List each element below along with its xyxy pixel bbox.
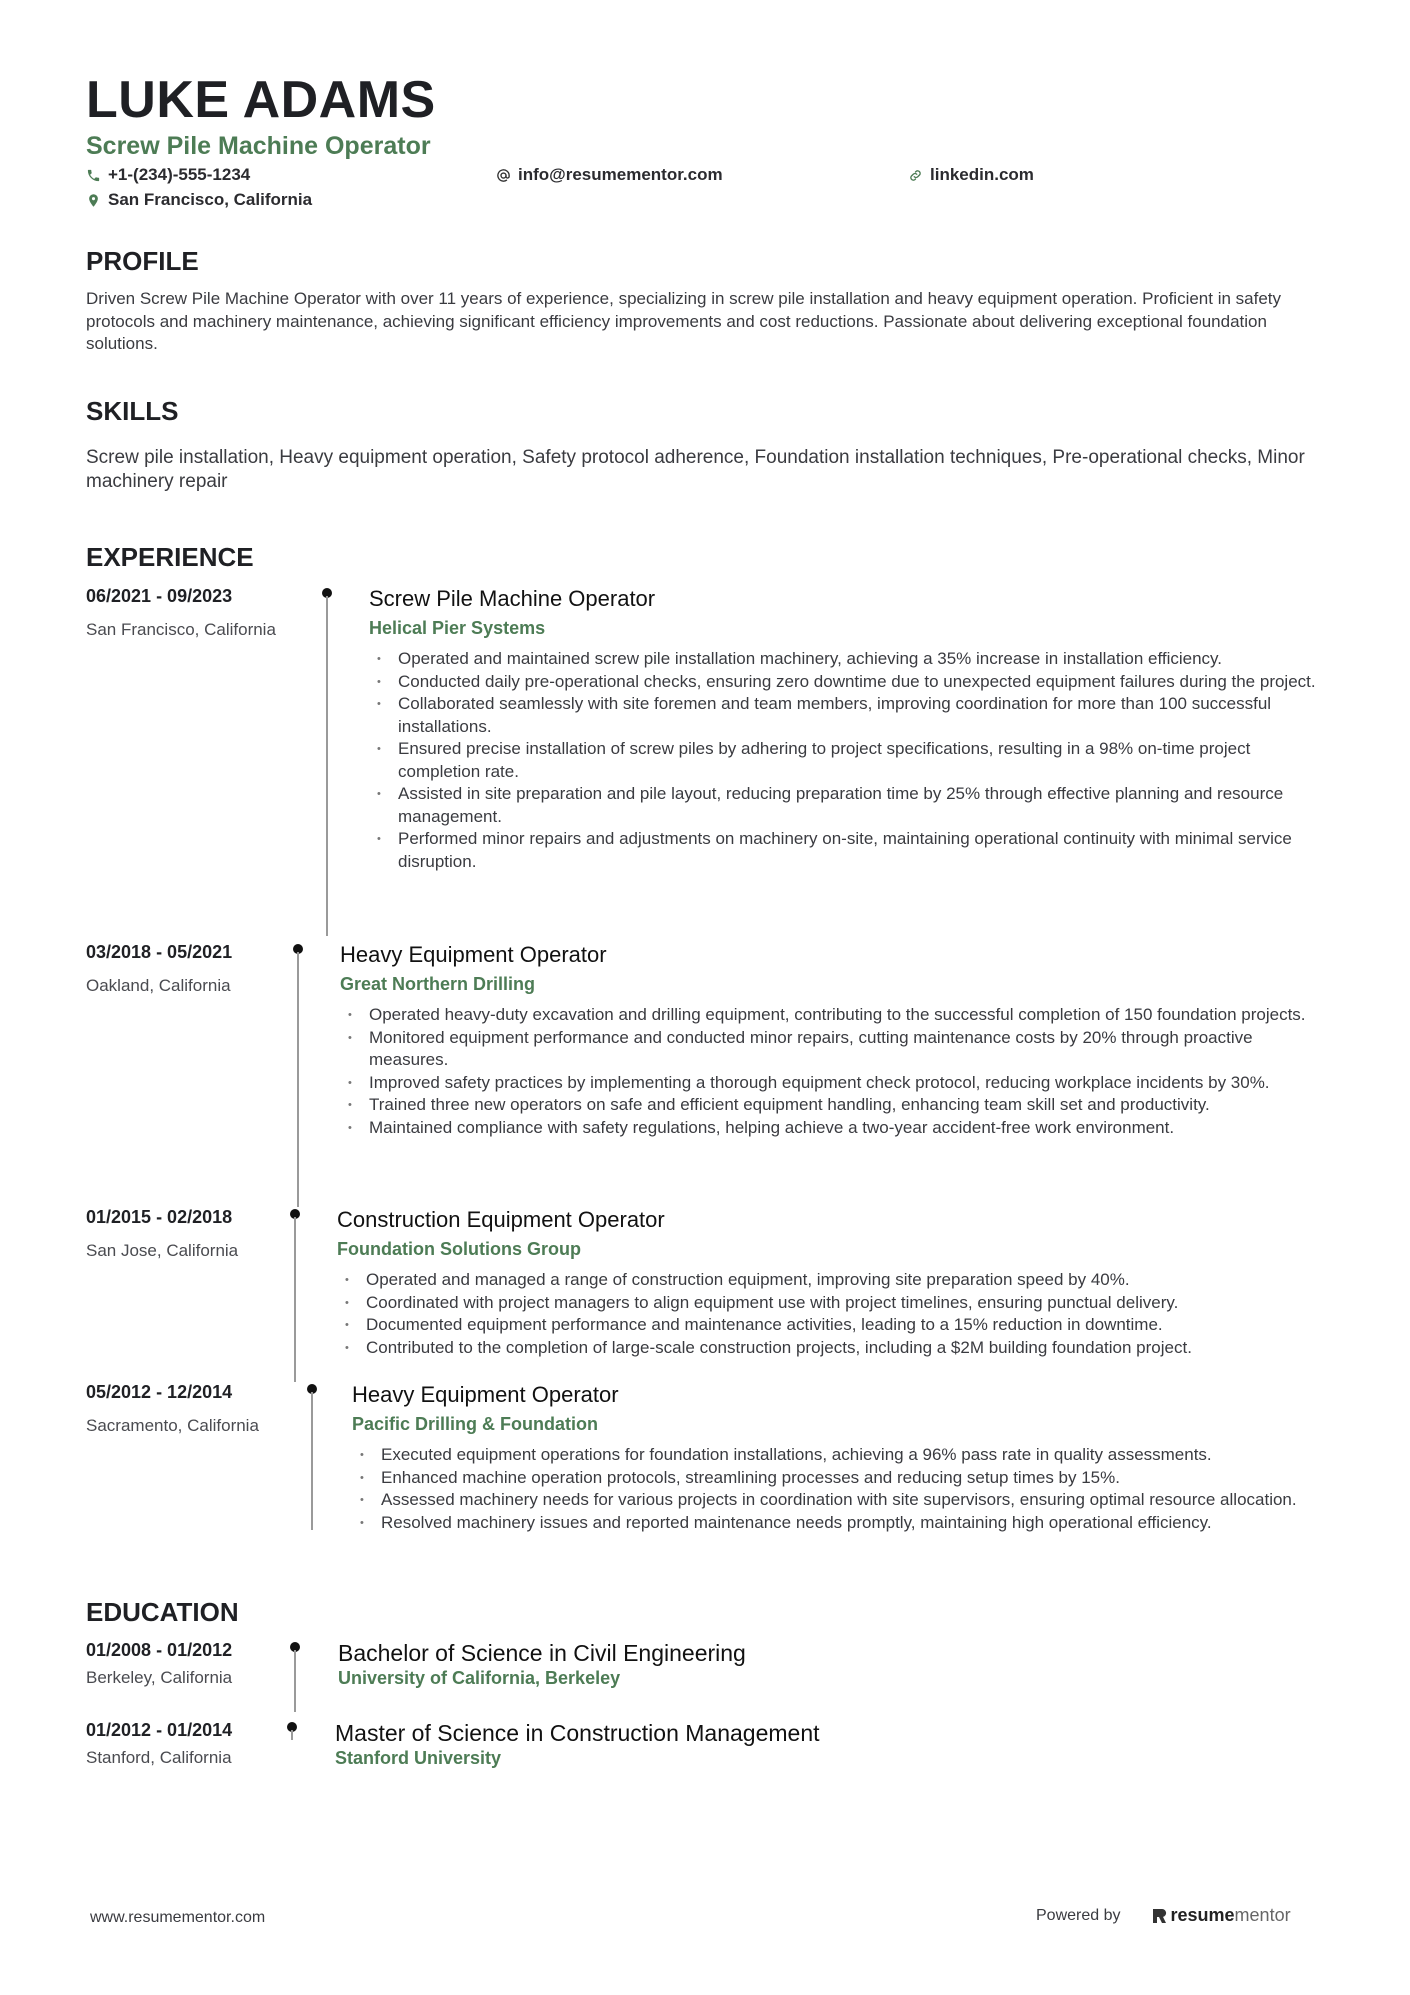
timeline-line [291,1730,293,1740]
skills-heading: SKILLS [86,396,179,426]
timeline-line [294,1217,296,1382]
job-dates: 03/2018 - 05/2021 [86,942,233,962]
contact-email[interactable] [496,165,723,185]
job-bullet: • Enhanced machine operation protocols, streamlining processes and reducing setup times by 15%. [352,1467,1336,1490]
job-bullet: • Assessed machinery needs for various projects in coordination with site supervisors, ensuring optimal resource allocation. [352,1489,1336,1512]
job-role: Construction Equipment Operator [337,1207,665,1232]
job-company: Helical Pier Systems [369,618,546,638]
education-degree: Bachelor of Science in Civil Engineering [338,1640,746,1666]
job-role: Screw Pile Machine Operator [369,586,656,611]
brand-logo[interactable] [1151,1905,1291,1926]
powered-by-label: Powered by [1036,1906,1121,1924]
job-bullet: • Monitored equipment performance and conducted minor repairs, cutting maintenance costs by 20% through proactive measures. [340,1027,1336,1072]
education-location: Berkeley, California [86,1668,233,1687]
job-bullet: • Contributed to the completion of large-scale construction projects, including a $2M building foundation project. [337,1337,1336,1360]
phone-icon [86,168,101,183]
education-dates: 01/2012 - 01/2014 [86,1720,233,1740]
timeline-line [297,952,299,1207]
profile-heading: PROFILE [86,246,199,276]
education-degree: Master of Science in Construction Management [335,1720,820,1746]
job-bullets [337,1269,1336,1359]
education-heading: EDUCATION [86,1597,239,1627]
job-bullet: • Operated and managed a range of construction equipment, improving site preparation speed by 40%. [337,1269,1336,1292]
job-bullet: • Executed equipment operations for foundation installations, achieving a 96% pass rate in quality assessments. [352,1444,1336,1467]
footer-website[interactable]: www.resumementor.com [90,1909,266,1926]
job-bullet: • Improved safety practices by implementing a thorough equipment check protocol, reducing workplace incidents by 30%. [340,1072,1336,1095]
job-bullet: • Maintained compliance with safety regulations, helping achieve a two-year accident-free work environment. [340,1117,1336,1140]
timeline-line [311,1392,313,1530]
job-location: San Jose, California [86,1241,239,1260]
contact-phone[interactable] [86,165,250,185]
job-bullet: • Ensured precise installation of screw piles by adhering to project specifications, resulting in a 98% on-time project completion rate. [369,738,1335,783]
brand-light: mentor [1234,1905,1291,1925]
job-dates: 01/2015 - 02/2018 [86,1207,233,1227]
job-location: San Francisco, California [86,620,276,639]
linkedin-text: linkedin.com [930,165,1034,184]
education-school: University of California, Berkeley [338,1668,621,1688]
job-bullet: • Collaborated seamlessly with site foremen and team members, improving coordination for more than 100 successful installations. [369,693,1335,738]
job-company: Foundation Solutions Group [337,1239,581,1259]
candidate-title: Screw Pile Machine Operator [86,132,431,160]
brand-bold: resume [1170,1905,1235,1925]
job-dates: 05/2012 - 12/2014 [86,1382,233,1402]
job-bullet: • Performed minor repairs and adjustments on machinery on-site, maintaining operational continuity with minimal service disruption. [369,828,1335,873]
job-location: Oakland, California [86,976,231,995]
profile-text: Driven Screw Pile Machine Operator with over 11 years of experience, specializing in screw pile installation and heavy equipment operation. Proficient in safety protocols and machinery maintenance, achieving significant efficiency improvements and cost reductions. Passionate about delivering exceptional foundation solutions. [86,289,1282,353]
job-role: Heavy Equipment Operator [352,1382,619,1407]
timeline-line [294,1650,296,1712]
location-pin-icon [86,193,101,208]
skills-text: Screw pile installation, Heavy equipment operation, Safety protocol adherence, Foundation installation techniques, Pre-operational checks, Minor machinery repair [86,447,1305,492]
job-dates: 06/2021 - 09/2023 [86,586,233,606]
candidate-name: LUKE ADAMS [86,71,436,129]
job-company: Pacific Drilling & Foundation [352,1414,599,1434]
education-location: Stanford, California [86,1748,232,1767]
job-bullet: • Trained three new operators on safe and efficient equipment handling, enhancing team skill set and productivity. [340,1094,1336,1117]
job-bullets [340,1004,1336,1139]
job-bullet: • Coordinated with project managers to align equipment use with project timelines, ensuring punctual delivery. [337,1292,1336,1315]
education-dates: 01/2008 - 01/2012 [86,1640,233,1660]
phone-text: +1-(234)-555-1234 [108,165,251,184]
job-bullet: • Operated and maintained screw pile installation machinery, achieving a 35% increase in installation efficiency. [369,648,1335,671]
at-icon [496,168,511,183]
job-bullet: • Assisted in site preparation and pile layout, reducing preparation time by 25% through effective planning and resource management. [369,783,1335,828]
job-company: Great Northern Drilling [340,974,536,994]
job-bullet: • Conducted daily pre-operational checks, ensuring zero downtime due to unexpected equipment failures during the project. [369,671,1335,694]
job-bullets [352,1444,1336,1534]
experience-heading: EXPERIENCE [86,542,254,572]
timeline-line [326,596,328,936]
resumementor-logo-icon [1151,1907,1167,1925]
job-role: Heavy Equipment Operator [340,942,607,967]
education-school: Stanford University [335,1748,502,1768]
footer-powered-by [1036,1905,1291,1926]
contact-location [86,190,312,210]
location-text: San Francisco, California [108,190,313,209]
job-bullet: • Documented equipment performance and maintenance activities, leading to a 15% reduction in downtime. [337,1314,1336,1337]
job-bullets [369,648,1335,873]
link-icon [908,168,923,183]
job-bullet: • Operated heavy-duty excavation and drilling equipment, contributing to the successful completion of 150 foundation projects. [340,1004,1336,1027]
job-location: Sacramento, California [86,1416,259,1435]
contact-linkedin[interactable] [908,165,1034,185]
email-text: info@resumementor.com [518,165,723,184]
job-bullet: • Resolved machinery issues and reported maintenance needs promptly, maintaining high operational efficiency. [352,1512,1336,1535]
